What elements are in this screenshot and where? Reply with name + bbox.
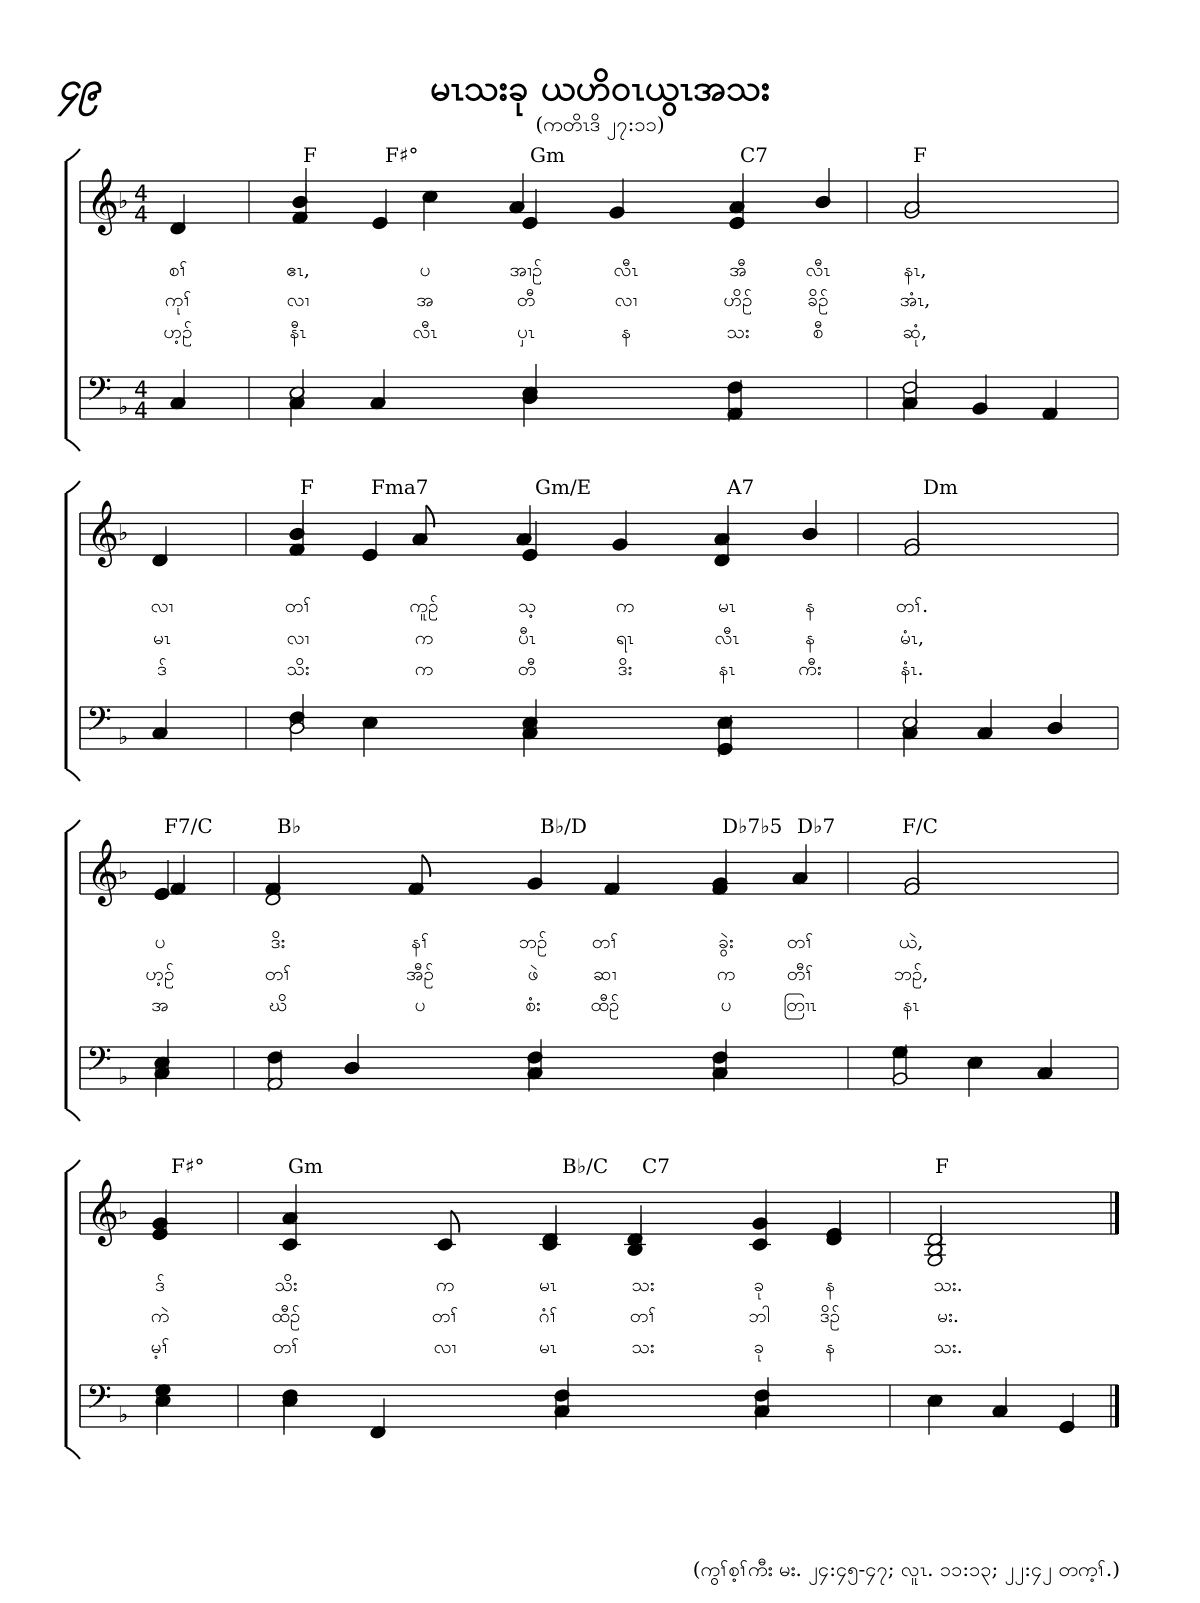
chord-symbol: Fma7 <box>371 475 429 499</box>
bracket-top-hook <box>66 1160 80 1172</box>
lyric-verse-3: က <box>414 658 434 680</box>
treble-clef-icon: 𝄞 <box>86 839 120 904</box>
lyric-verse-1: ပ <box>419 259 431 281</box>
lyric-verse-3: တီ <box>517 658 537 680</box>
lyric-verse-3: တၢ် <box>272 1336 300 1358</box>
lyric-verse-2: အ <box>416 289 434 311</box>
hymn-title: မၤသးခု ယဟိဝၤယွၤအသး <box>429 67 771 109</box>
lyric-verse-2: ဘါ <box>748 1305 770 1327</box>
lyric-verse-1: သ့ <box>517 595 537 617</box>
lyric-verse-1: တၢ် <box>786 931 814 953</box>
lyric-verse-2: ဟိဉ် <box>723 289 753 311</box>
bracket-bottom-hook <box>66 1447 80 1459</box>
chord-symbol: D♭7♭5 <box>722 814 783 838</box>
lyric-verse-1: စၢ် <box>168 259 188 281</box>
key-signature-flat-icon: ♭ <box>118 1403 129 1428</box>
bracket-top-hook <box>66 820 80 832</box>
treble-clef-icon: 𝄞 <box>86 168 120 233</box>
lyric-verse-2: မံၤ, <box>899 627 925 649</box>
lyric-verse-3: သး. <box>933 1336 963 1358</box>
lyric-verse-2: တီ <box>516 289 536 311</box>
lyric-verse-2: လၢ <box>286 289 310 311</box>
lyric-verse-2: ဘဉ်, <box>893 963 929 985</box>
bass-clef-icon: 𝄢 <box>86 1041 112 1087</box>
lyric-verse-1: တၢ် <box>284 595 312 617</box>
key-signature-flat-icon: ♭ <box>118 521 129 546</box>
lyric-verse-2: တီၢ် <box>786 963 814 985</box>
hymn-number: ၄၉ <box>58 63 101 108</box>
bracket-bottom-hook <box>66 1109 80 1121</box>
chord-symbol: D♭7 <box>797 814 836 838</box>
time-signature-top: 4 <box>134 182 148 207</box>
lyric-verse-3: စံး <box>525 994 541 1016</box>
lyric-verse-2: က <box>414 627 434 649</box>
lyric-verse-2: မး. <box>937 1305 959 1327</box>
lyric-verse-3: စီ <box>812 321 824 343</box>
time-signature-bottom: 4 <box>134 399 148 424</box>
lyric-verse-3: ဒ် <box>157 658 167 680</box>
treble-clef-icon: 𝄞 <box>86 1179 120 1244</box>
eighth-flag <box>451 1211 459 1233</box>
lyric-verse-2: တၢ် <box>629 1305 657 1327</box>
lyric-verse-3: သး <box>631 1336 655 1358</box>
lyric-verse-1: နၢ် <box>411 931 429 953</box>
lyric-verse-3: ဒိး <box>617 658 633 680</box>
lyric-verse-1: အီ <box>729 259 747 281</box>
treble-clef-icon: 𝄞 <box>86 500 120 565</box>
chord-symbol: Dm <box>923 475 958 499</box>
key-signature-flat-icon: ♭ <box>118 1200 129 1225</box>
lyric-verse-3: လီၤ <box>412 321 438 343</box>
lyric-verse-2: န <box>805 627 815 649</box>
lyric-verse-2: ကဲ <box>150 1305 170 1327</box>
lyric-verse-1: ခွဲး <box>718 931 734 953</box>
lyric-verse-2: ထီဉ် <box>271 1305 301 1327</box>
lyric-verse-3: န <box>825 1336 835 1358</box>
lyric-verse-3: အ <box>151 994 169 1016</box>
lyric-verse-2: ဂံၢ် <box>538 1305 558 1327</box>
lyric-verse-2: က <box>716 963 736 985</box>
lyric-verse-2: ရၤ <box>615 627 635 649</box>
lyric-verse-2: ပီၤ <box>518 627 536 649</box>
chord-symbol: C7 <box>740 143 769 167</box>
lyric-verse-1: ဘဉ် <box>518 931 548 953</box>
chord-symbol: F <box>913 143 927 167</box>
lyric-verse-1: နၤ, <box>903 259 927 281</box>
lyric-verse-1: န <box>805 595 815 617</box>
bracket-bottom-hook <box>66 769 80 781</box>
chord-symbol: F <box>935 1154 949 1178</box>
key-signature-flat-icon: ♭ <box>118 395 129 420</box>
lyric-verse-3: ပှၤ <box>517 321 535 343</box>
lyric-verse-1: က <box>615 595 635 617</box>
lyric-verse-1: သး. <box>933 1274 963 1296</box>
key-signature-flat-icon: ♭ <box>118 1065 129 1090</box>
lyric-verse-2: မၤ <box>153 627 171 649</box>
lyric-verse-3: ခု <box>753 1336 765 1358</box>
lyric-verse-3: သိး <box>286 658 310 680</box>
bracket-bottom-hook <box>66 439 80 451</box>
lyric-verse-2: ခိဉ် <box>807 289 829 311</box>
chord-symbol: Gm <box>288 1154 323 1178</box>
lyric-verse-1: လီၤ <box>805 259 831 281</box>
cross-reference-footer: (ကွၢ်စ့ၢ်ကီး မး. ၂၄:၄၅-၄၇; လူၤ. ၁၁:၁၃; ၂၂:၄၂ တက့ၢ်.) <box>692 1557 1120 1581</box>
chord-symbol: F/C <box>902 814 938 838</box>
lyric-verse-1: ဒိး <box>270 931 286 953</box>
time-signature-bottom: 4 <box>134 203 148 228</box>
bracket-top-hook <box>66 481 80 493</box>
lyric-verse-1: ကူဉ် <box>409 595 439 617</box>
lyric-verse-3: ပ <box>720 994 732 1016</box>
chord-symbol: B♭/C <box>562 1154 609 1178</box>
chord-symbol: B♭/D <box>540 814 587 838</box>
lyric-verse-1: ဧၤ, <box>286 259 310 281</box>
lyric-verse-3: နၤ <box>718 658 736 680</box>
lyric-verse-1: လီၤ <box>613 259 639 281</box>
lyric-verse-3: ဟ့ဉ် <box>163 321 193 343</box>
lyric-verse-1: ခု <box>753 1274 765 1296</box>
chord-symbol: Gm <box>530 143 565 167</box>
lyric-verse-1: တၢ် <box>591 931 619 953</box>
lyric-verse-2: အီဉ် <box>406 963 434 985</box>
lyric-verse-1: မၤ <box>539 1274 557 1296</box>
lyric-verse-3: ထီဉ် <box>590 994 620 1016</box>
lyric-verse-3: နၤ <box>902 994 920 1016</box>
lyric-verse-1: သး <box>631 1274 655 1296</box>
chord-symbol: F <box>300 475 314 499</box>
chord-symbol: F♯° <box>385 143 419 167</box>
time-signature-top: 4 <box>134 378 148 403</box>
bass-clef-icon: 𝄢 <box>86 701 112 747</box>
lyric-verse-2: ဖဲ <box>527 963 539 985</box>
lyric-verse-3: မၤ <box>539 1336 557 1358</box>
lyric-verse-2: တၢ် <box>264 963 292 985</box>
lyric-verse-3: မ့ၢ် <box>150 1336 170 1358</box>
lyric-verse-2: ဟ့ဉ် <box>145 963 175 985</box>
lyric-verse-1: မၤ <box>718 595 736 617</box>
key-signature-flat-icon: ♭ <box>118 725 129 750</box>
lyric-verse-3: သး <box>726 321 750 343</box>
chord-symbol: Gm/E <box>535 475 592 499</box>
lyric-verse-2: ဒိဉ် <box>819 1305 841 1327</box>
chord-symbol: F <box>303 143 317 167</box>
lyric-verse-2: လီၤ <box>714 627 740 649</box>
lyric-verse-1: သိး <box>274 1274 298 1296</box>
chord-symbol: B♭ <box>277 814 302 838</box>
lyric-verse-1: န <box>825 1274 835 1296</box>
bracket-top-hook <box>66 149 80 161</box>
lyric-verse-2: ကုၢ် <box>164 289 192 311</box>
lyric-verse-1: အၢဉ် <box>509 259 543 281</box>
key-signature-flat-icon: ♭ <box>118 860 129 885</box>
lyric-verse-2: တၢ် <box>431 1305 459 1327</box>
lyric-verse-1: ယဲ, <box>898 931 924 953</box>
lyric-verse-3: လၢ <box>433 1336 457 1358</box>
lyric-verse-3: ဆုံ, <box>902 321 928 343</box>
lyric-verse-3: တြၢၤ <box>783 994 817 1016</box>
lyric-verse-2: လၢ <box>286 627 310 649</box>
lyric-verse-3: န <box>621 321 631 343</box>
lyric-verse-3: ပ <box>414 994 426 1016</box>
lyric-verse-3: ဃိ <box>268 994 288 1016</box>
scripture-reference: (ကတိၤဒိ ၂၇:၁၁) <box>535 112 665 136</box>
chord-symbol: F♯° <box>171 1154 205 1178</box>
bass-clef-icon: 𝄢 <box>86 1379 112 1425</box>
lyric-verse-1: တၢ်. <box>895 595 929 617</box>
lyric-verse-1: ဒ် <box>155 1274 165 1296</box>
bass-clef-icon: 𝄢 <box>86 371 112 417</box>
chord-symbol: A7 <box>727 475 755 499</box>
chord-symbol: C7 <box>642 1154 671 1178</box>
lyric-verse-1: ပ <box>154 931 166 953</box>
key-signature-flat-icon: ♭ <box>118 189 129 214</box>
lyric-verse-2: လၢ <box>614 289 638 311</box>
lyric-verse-3: နီၤ <box>289 321 307 343</box>
lyric-verse-2: အံၤ, <box>899 289 931 311</box>
chord-symbol: F7/C <box>164 814 213 838</box>
lyric-verse-2: ဆၢ <box>593 963 617 985</box>
lyric-verse-1: က <box>435 1274 455 1296</box>
lyric-verse-3: နံၤ. <box>900 658 924 680</box>
lyric-verse-3: ကီး <box>798 658 822 680</box>
lyric-verse-1: လၢ <box>150 595 174 617</box>
